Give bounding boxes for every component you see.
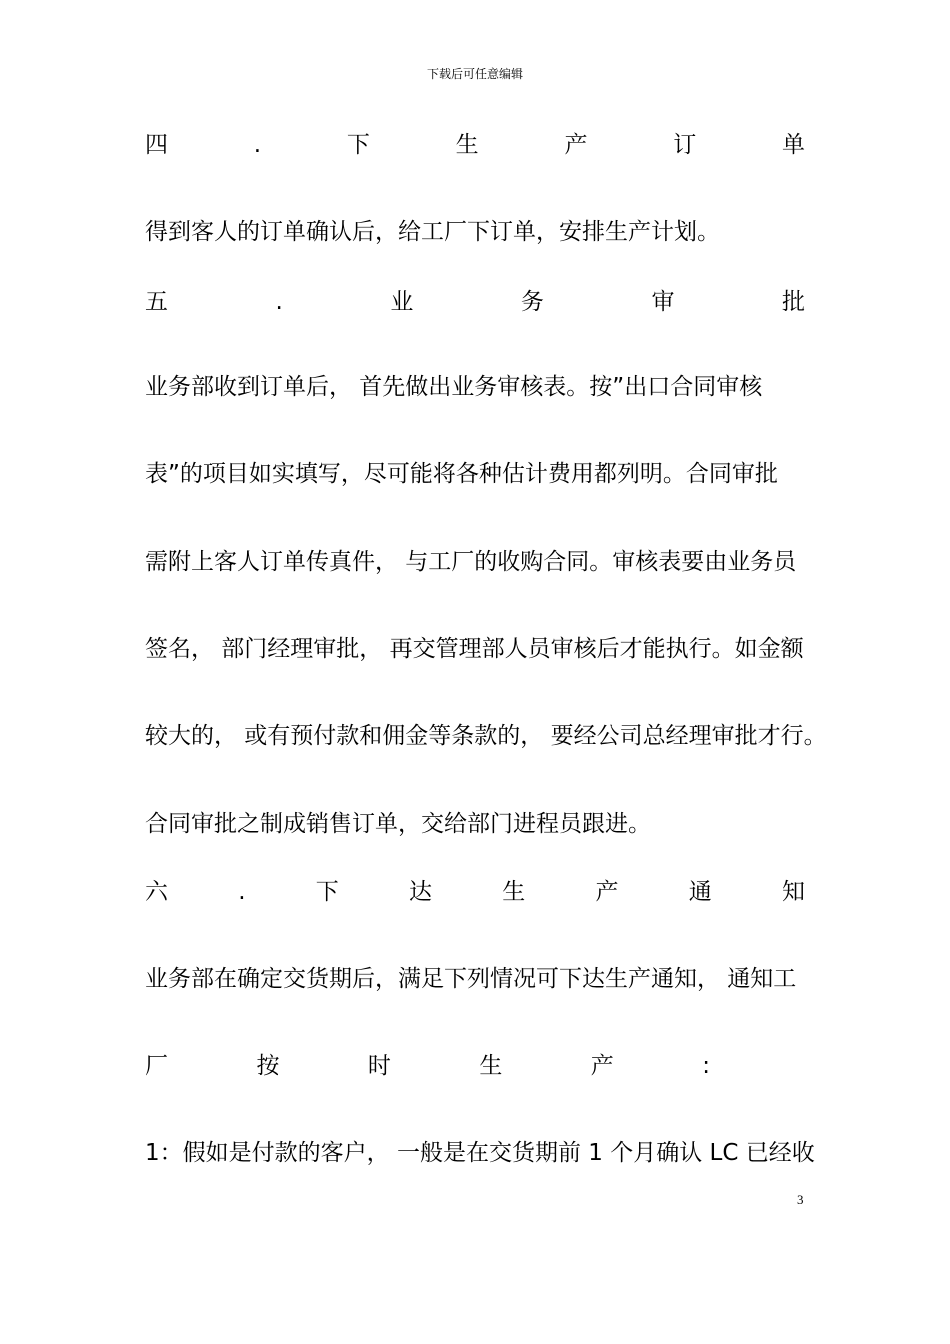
heading-char: .: [253, 132, 262, 158]
heading-char: 六: [145, 879, 168, 905]
heading-char: 务: [520, 289, 544, 315]
heading-char: 审: [651, 289, 675, 315]
heading-production-order: [145, 130, 815, 160]
heading-char: 订: [673, 132, 697, 158]
paragraph-line: 表”的项目如实填写，尽可能将各种估计费用都列明。合同审批: [145, 461, 778, 487]
heading-char: 下: [346, 132, 370, 158]
heading-production-notice-chars: [145, 877, 805, 907]
heading-char: .: [238, 879, 246, 905]
factory-schedule-chars: [145, 1051, 710, 1081]
heading-char: 达: [409, 879, 433, 905]
line-char: 产: [590, 1053, 614, 1079]
paragraph-line: 合同审批之制成销售订单，交给部门进程员跟进。: [145, 811, 651, 837]
heading-char: 批: [781, 289, 805, 315]
heading-business-approval-chars: [145, 287, 805, 317]
line-char: 生: [479, 1053, 503, 1079]
paragraph-line: 签名， 部门经理审批， 再交管理部人员审核后才能执行。如金额: [145, 636, 804, 662]
heading-char: 产: [595, 879, 619, 905]
heading-char: 通: [688, 879, 712, 905]
heading-char: 知: [781, 879, 805, 905]
paragraph-line: 业务部收到订单后， 首先做出业务审核表。按”出口合同审核: [145, 374, 763, 400]
heading-char: 产: [564, 132, 588, 158]
heading-char: 单: [782, 132, 805, 158]
page-header: 下载后可任意编辑: [426, 67, 523, 81]
heading-char: 生: [455, 132, 479, 158]
heading-business-approval: [145, 287, 815, 317]
paragraph-line: 较大的， 或有预付款和佣金等条款的， 要经公司总经理审批才行。: [145, 723, 827, 749]
heading-char: 下: [315, 879, 339, 905]
paragraph-line: 1：假如是付款的客户， 一般是在交货期前 1 个月确认 LC 已经收: [145, 1140, 815, 1166]
paragraph-line: 得到客人的订单确认后，给工厂下订单，安排生产计划。: [145, 219, 720, 245]
heading-production-order-chars: [145, 130, 805, 160]
page-number: 3: [797, 1192, 804, 1207]
heading-char: 生: [502, 879, 526, 905]
paragraph-line: 需附上客人订单传真件， 与工厂的收购合同。审核表要由业务员: [145, 549, 797, 575]
heading-char: 五: [145, 289, 168, 315]
heading-char: 四: [145, 132, 168, 158]
factory-schedule-line: [145, 1051, 815, 1081]
heading-production-notice: [145, 877, 815, 907]
heading-char: 业: [390, 289, 414, 315]
line-char: 厂: [145, 1053, 168, 1079]
line-char: :: [702, 1053, 710, 1079]
line-char: 时: [367, 1053, 391, 1079]
line-char: 按: [256, 1053, 280, 1079]
heading-char: .: [275, 289, 283, 315]
paragraph-line: 业务部在确定交货期后，满足下列情况可下达生产通知， 通知工: [145, 966, 797, 992]
